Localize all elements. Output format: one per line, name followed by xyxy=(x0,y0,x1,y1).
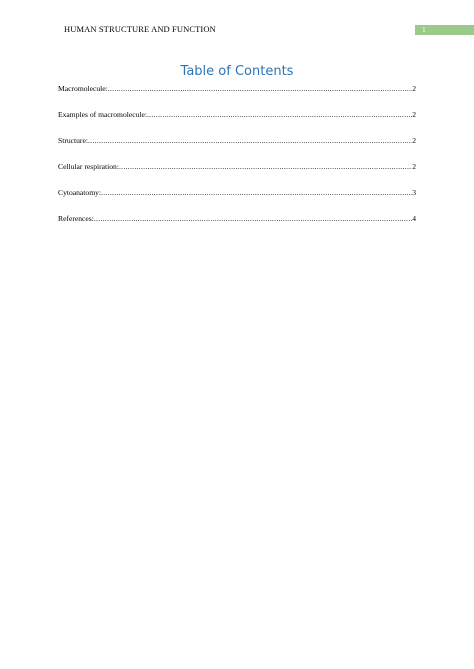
toc-dot-leader xyxy=(147,110,412,120)
toc-entry-label: Macromolecule: xyxy=(58,84,108,93)
toc-dot-leader xyxy=(108,84,412,94)
toc-entry-macromolecule[interactable] xyxy=(58,84,416,94)
toc-entry-page: 4 xyxy=(412,214,416,223)
toc-entry-cellular-respiration[interactable] xyxy=(58,162,416,172)
toc-entry-page: 2 xyxy=(412,110,416,119)
toc-entry-examples-of-macromolecule[interactable] xyxy=(58,110,416,120)
toc-dot-leader xyxy=(94,214,412,224)
toc-entry-label: References: xyxy=(58,214,94,223)
toc-entry-structure[interactable] xyxy=(58,136,416,146)
toc-entry-label: Structure: xyxy=(58,136,88,145)
toc-heading: Table of Contents xyxy=(180,64,294,79)
toc-entry-label: Examples of macromolecule: xyxy=(58,110,147,119)
toc-dot-leader xyxy=(119,162,412,172)
toc-entry-page: 2 xyxy=(412,84,416,93)
toc-entry-page: 2 xyxy=(412,136,416,145)
page-number-badge xyxy=(415,25,474,35)
toc-entry-cytoanatomy[interactable] xyxy=(58,188,416,198)
toc-dot-leader xyxy=(101,188,412,198)
toc-dot-leader xyxy=(88,136,412,146)
toc-entry-page: 2 xyxy=(412,162,416,171)
toc-entry-label: Cellular respiration: xyxy=(58,162,119,171)
running-header-title: HUMAN STRUCTURE AND FUNCTION xyxy=(64,24,216,34)
toc-entry-page: 3 xyxy=(412,188,416,197)
table-of-contents xyxy=(58,84,416,224)
toc-entry-label: Cytoanatomy: xyxy=(58,188,102,197)
page-number: 1 xyxy=(422,25,426,34)
toc-entry-references[interactable] xyxy=(58,214,416,224)
